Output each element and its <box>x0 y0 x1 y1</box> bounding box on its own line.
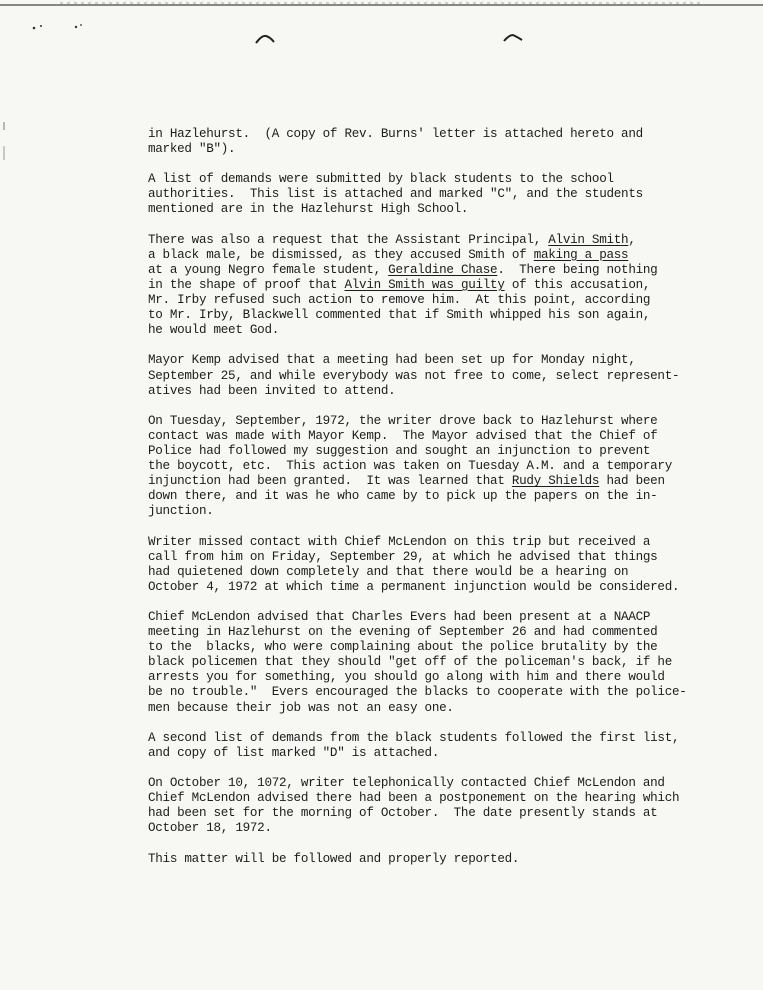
paragraph <box>148 233 708 339</box>
text-run: mentioned are in the Hazlehurst High School. <box>148 202 469 217</box>
text-run: be no trouble." Evers encouraged the blacks to cooperate with the police- <box>148 685 687 700</box>
text-run: a black male, be dismissed, as they accused Smith of <box>148 247 534 262</box>
paragraph <box>148 535 708 595</box>
text-run: On Tuesday, September, 1972, the writer drove back to Hazlehurst where <box>148 413 658 428</box>
page-top-edge <box>0 2 763 8</box>
text-line <box>148 776 708 791</box>
text-line <box>148 640 708 655</box>
text-line <box>148 127 708 142</box>
text-line <box>148 685 708 700</box>
text-line <box>148 444 708 459</box>
paragraph <box>148 610 708 716</box>
text-line <box>148 550 708 565</box>
text-run: A list of demands were submitted by black students to the school <box>148 172 614 187</box>
text-line <box>148 429 708 444</box>
text-line <box>148 731 708 746</box>
scan-specks <box>30 20 90 40</box>
text-line <box>148 852 708 867</box>
text-line <box>148 142 708 157</box>
text-line <box>148 625 708 640</box>
margin-specks <box>0 120 8 180</box>
text-run: junction. <box>148 504 214 519</box>
text-line <box>148 565 708 580</box>
text-run: Mr. Irby refused such action to remove him. At this point, according <box>148 293 651 308</box>
text-run: atives had been invited to attend. <box>148 383 396 398</box>
text-run: marked "B"). <box>148 142 236 157</box>
text-run: , <box>628 232 636 247</box>
text-run: October 4, 1972 at which time a permanent injunction would be considered. <box>148 579 680 594</box>
text-run: This matter will be followed and properly reported. <box>148 851 520 866</box>
text-run: had been set for the morning of October. The date presently stands at <box>148 806 658 821</box>
text-run: to Mr. Irby, Blackwell commented that if Smith whipped his son again, <box>148 308 651 323</box>
punch-mark-right <box>502 31 524 45</box>
text-run: and copy of list marked "D" is attached. <box>148 745 440 760</box>
text-run: of this accusation, <box>504 277 651 292</box>
text-line <box>148 293 708 308</box>
text-line <box>148 791 708 806</box>
text-line <box>148 414 708 429</box>
paragraph <box>148 127 708 157</box>
text-line <box>148 353 708 368</box>
text-run: men because their job was not an easy one. <box>148 700 454 715</box>
text-line <box>148 489 708 504</box>
text-run: injunction had been granted. It was learned that <box>148 474 512 489</box>
underlined-name: making a pass <box>533 247 629 262</box>
paragraph <box>148 731 708 761</box>
text-run: in the shape of proof that <box>148 277 345 292</box>
paragraph <box>148 414 708 520</box>
underlined-name: Alvin Smith was guilty <box>344 277 505 292</box>
text-run: arrests you for something, you should go along with him and there would <box>148 670 665 685</box>
paragraph <box>148 353 708 398</box>
paragraph <box>148 852 708 867</box>
text-line <box>148 504 708 519</box>
text-run: Writer missed contact with Chief McLendon on this trip but received a <box>148 534 651 549</box>
text-run: the boycott, etc. This action was taken on Tuesday A.M. and a temporary <box>148 459 672 474</box>
text-line <box>148 278 708 293</box>
text-line <box>148 610 708 625</box>
text-run: had quietened down completely and that there would be a hearing on <box>148 564 629 579</box>
text-run: at a young Negro female student, <box>148 262 389 277</box>
text-line <box>148 746 708 761</box>
text-run: On October 10, 1072, writer telephonically contacted Chief McLendon and <box>148 776 665 791</box>
text-line <box>148 384 708 399</box>
text-run: authorities. This list is attached and marked "C", and the students <box>148 187 643 202</box>
text-line <box>148 474 708 489</box>
paragraph <box>148 172 708 217</box>
letter-body <box>148 127 708 882</box>
text-run: Police had followed my suggestion and sought an injunction to prevent <box>148 443 651 458</box>
text-line <box>148 248 708 263</box>
text-line <box>148 323 708 338</box>
text-run: Chief McLendon advised there had been a postponement on the hearing which <box>148 791 680 806</box>
text-run: black policemen that they should "get off of the policeman's back, if he <box>148 655 672 670</box>
underlined-name: Geraldine Chase <box>388 262 498 277</box>
text-run: meeting in Hazlehurst on the evening of September 26 and had commented <box>148 625 658 640</box>
underlined-name: Rudy Shields <box>511 474 600 489</box>
text-line <box>148 172 708 187</box>
text-line <box>148 670 708 685</box>
text-run: . There being nothing <box>497 262 658 277</box>
text-run: There was also a request that the Assistant Principal, <box>148 232 549 247</box>
text-line <box>148 701 708 716</box>
text-line <box>148 535 708 550</box>
text-run: Chief McLendon advised that Charles Evers had been present at a NAACP <box>148 610 651 624</box>
text-line <box>148 233 708 248</box>
text-line <box>148 308 708 323</box>
text-run: September 25, and while everybody was not free to come, select represent- <box>148 368 680 383</box>
text-run: A second list of demands from the black students followed the first list, <box>148 730 680 745</box>
text-run: down there, and it was he who came by to pick up the papers on the in- <box>148 489 658 504</box>
text-line <box>148 263 708 278</box>
text-run: to the blacks, who were complaining about the police brutality by the <box>148 640 658 655</box>
text-line <box>148 655 708 670</box>
text-line <box>148 202 708 217</box>
paragraph <box>148 776 708 836</box>
text-line <box>148 459 708 474</box>
text-line <box>148 580 708 595</box>
text-run: had been <box>599 474 665 489</box>
text-line <box>148 369 708 384</box>
text-run: in Hazlehurst. (A copy of Rev. Burns' letter is attached hereto and <box>148 127 643 141</box>
text-line <box>148 806 708 821</box>
text-line <box>148 821 708 836</box>
text-line <box>148 187 708 202</box>
text-run: contact was made with Mayor Kemp. The Mayor advised that the Chief of <box>148 428 658 443</box>
underlined-name: Alvin Smith <box>548 232 629 247</box>
text-run: he would meet God. <box>148 323 279 338</box>
punch-mark-left <box>254 32 276 46</box>
text-run: call from him on Friday, September 29, at which he advised that things <box>148 549 658 564</box>
text-run: Mayor Kemp advised that a meeting had been set up for Monday night, <box>148 353 636 368</box>
text-run: October 18, 1972. <box>148 821 272 836</box>
